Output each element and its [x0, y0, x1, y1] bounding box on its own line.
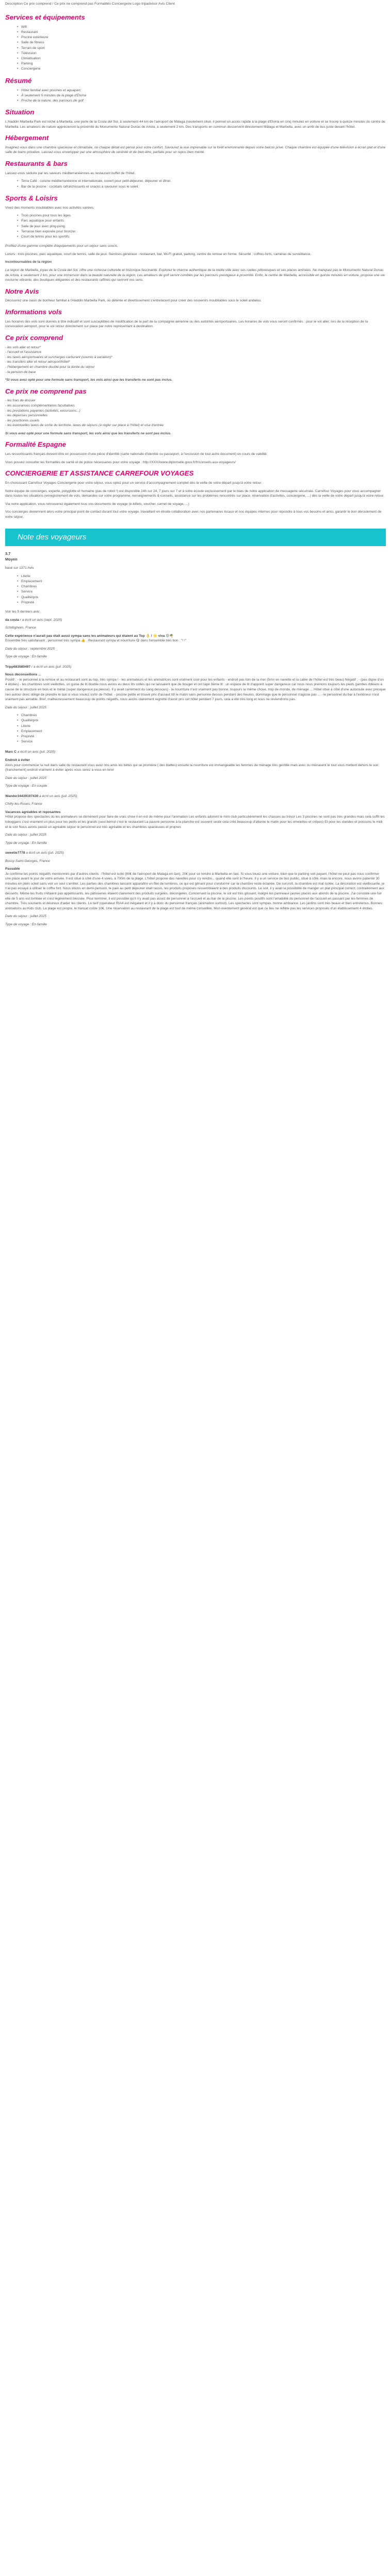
conciergerie-p3: Via notre application, vous retrouverez également tous vos documents de voyage (e-billets, voucher, carnet de voyage, ...)	[5, 502, 189, 506]
list-item: • Parking	[18, 61, 386, 66]
list-item: • Salle de jeux avec ping-pong.	[18, 224, 386, 229]
list-item: • Terrain de sport	[18, 46, 386, 51]
list-item: - les taxes aéroportuaires et surcharges carburant (soumis à variation)*	[5, 355, 112, 359]
review-author: da costa	[5, 618, 19, 622]
review-stay-date: Date du séjour : juillet 2025	[5, 705, 46, 709]
hebergement-title: Hébergement	[5, 134, 49, 142]
review-trip-type: Type de voyage : En famille	[5, 922, 47, 926]
sports-intro: Vivez des moments inoubliables avec nos activités variées.	[5, 206, 94, 210]
list-item: • Wifi	[18, 25, 386, 30]
review-title: Cette expérience n'aurait pas était aussi sympa sans les animateurs qui étaient au Top 👌 ! 🌟 viva 😍🌴	[5, 634, 174, 638]
review-item	[5, 851, 386, 927]
services-list	[5, 25, 386, 72]
sports-list	[5, 213, 386, 240]
restaurants-title: Restaurants & bars	[5, 160, 68, 168]
review-author: Marc C	[5, 750, 17, 754]
review-item	[5, 794, 386, 845]
sports-p2: Loisirs : trois piscines, parc aquatique, court de tennis, salle de jeux. Services généraux : restaurant, bar, Wi-Fi gratuit, parking, centre de remise en forme. Sécurité : coffres-forts, caméras de surveillance.	[5, 252, 312, 256]
conciergerie-title: CONCIERGERIE ET ASSISTANCE CARREFOUR VOYAGES	[5, 469, 194, 478]
list-item: • Piscine extérieure	[18, 35, 386, 40]
review-date: a écrit un avis (juil. 2025)	[17, 750, 56, 754]
review-title: Endroit à éviter	[5, 758, 30, 762]
review-author: Wander34439197430	[5, 794, 39, 798]
services-title: Services et équipements	[5, 13, 85, 21]
review-title: Vacances agréables et reposantes	[5, 810, 61, 814]
avis-text: Découvrez une oasis de bonheur familial à l'Aladdin Marbella Park, où détente et divertissement s'entrelacent pour créer des souvenirs inoubliables sous le soleil andalou.	[5, 299, 262, 303]
review-author: sweetie7778	[5, 851, 25, 855]
list-item: - l'hébergement en chambre double pour la durée du séjour	[5, 365, 95, 369]
list-item: • Qualité/prix	[18, 595, 386, 600]
conciergerie-p2: Notre équipe de concierges, experte, polyglotte et humaine (pas de robot !) est disponible 24h sur 24, 7 jours sur 7 et à votre écoute exclusivement par le biais de notre application de messagerie sécurisée. Carrefour Voyages pour vous accompagner dans toutes les situations (enregistrement de vols, demandes sur votre programme, renseignements & conseils, assistance sur les problèmes rencontrés sur place, réservation d'activités, conciergerie, ...) dès la veille de votre départ jusqu'à votre retour.	[5, 489, 384, 498]
list-item: • Climatisation	[18, 56, 386, 61]
list-item: • Salle de fitness	[18, 40, 386, 45]
list-item: - les assurances complémentaires facultatives	[5, 404, 75, 408]
list-item: • Service	[18, 739, 386, 744]
review-trip-type: Type de voyage : En couple	[5, 784, 47, 788]
list-item: • Terrasse bien exposée pour bronzer.	[18, 229, 386, 234]
list-item: • Service	[18, 589, 386, 595]
review-date: a écrit un avis (juil. 2025)	[26, 851, 64, 855]
review-body: Alors pour commencer la nuit dans salle du restaurant vous avez nos amis les bêtes qui se promène ( des blattes) ensuite la nourriture est immangeable les femmes de ménage très gentille mais avec ou ménasent le tout vous mettent dehors le soir (franchement) endroit vraiment à éviter après vous serez à vous en tenir	[5, 763, 379, 772]
infos-vols-text: Les horaires des vols sont donnés à titre indicatif et sont susceptibles de modification de la part de la compagnie aérienne ou des autorités aéroportuaires. Les horaires de vols vous seront confirmés : pour le vol aller, lors de la réception de la convocation aéroport, pour le vol retour directement sur place par notre représentant à destination.	[5, 319, 368, 329]
infos-vols-title: Informations vols	[5, 308, 62, 316]
list-item: • Literie	[18, 574, 386, 579]
list-item: - les éventuelles taxes de sortie du territoire, taxes de séjours (à régler sur place à l'hôtel) et visa d'entrée	[5, 423, 164, 428]
review-item	[5, 750, 386, 788]
review-criteria	[5, 713, 386, 744]
prix-comprend-title: Ce prix comprend	[5, 333, 63, 342]
list-item: - les frais de dossier	[5, 399, 36, 403]
review-body: Ensemble très satisfaisant , personnel très sympa 👍 . Restaurant sympa et nourriture 😋 dans l'ensemble très bon . "! !"	[5, 639, 187, 643]
region-highlights-title: Incontournables de la région	[5, 260, 52, 264]
restaurants-list	[5, 179, 386, 189]
avis-title: Notre Avis	[5, 287, 39, 295]
review-stay-date: Date du séjour : juillet 2025	[5, 776, 46, 780]
list-item: • Literie	[18, 724, 386, 729]
list-item: • Court de tennis pour les sportifs.	[18, 234, 386, 240]
prix-exclut-list	[5, 398, 386, 428]
list-item: - la pension de base	[5, 370, 36, 374]
list-item: • Conciergerie	[18, 66, 386, 72]
review-stay-date: Date du séjour : septembre 2025	[5, 647, 55, 651]
review-score: 3.7	[5, 551, 11, 556]
hebergement-text: Imaginez-vous dans une chambre spacieuse et climatisée, où chaque détail est pensé pour votre confort. Savourez la vue imprenable sur la forêt environnante depuis votre balcon privé. Chaque chambre est équipée d'une télévision à écran plat et d'une salle de bains privative. Laissez-vous envelopper par une atmosphère de sérénité et de bien-être, parfaite pour un repos bien mérité.	[5, 145, 386, 155]
review-item	[5, 665, 386, 745]
list-item: • Terra Café : cuisine méditerranéenne et internationale, ouvert pour petit-déjeuner, déjeuner et dîner.	[18, 179, 386, 184]
resume-title: Résumé	[5, 76, 32, 84]
conciergerie-p1: En choisissant Carrefour Voyages Conciergerie pour votre séjour, vous optez pour un service d'accompagnement complet dès la veille de votre départ jusqu'à votre retour.	[5, 481, 263, 485]
review-body: Je confirme les points négatifs mentionnés par d'autres clients : l'hôtel est isolé (80€ de l'aéroport de Malaga en taxi), 20€ pour se rendre à Marbella en taxi. Si vous louez une voiture, bien que le parking soit payant, l'hôtel ne peut pas vous confirmer une place avant le jour de votre arrivée. Il est situé à côté d'une 4 voies, à 700m de la plage. L'hôtel propose des navettes pour s'y rendre... quand elle sont à l'heure. Il y a un service de bus public, situé à côté, mais la encore, nous avons patienté 30 minutes en plein soleil sans voir un seul s'arrêter. Les parties des chambres laissent apparaître un filet de lumières, ce qui est gênant pour s'endormir car la chambre reste éclairée. De surcroît, la chambre est mal isolée. La décoration est vieillissante, je n'ai pas essayé à utiliser le coffre fort. Nous étions en demi-pension, le pain au petit déjeuner était rassis, les produits proposés ressemblaient à des produits discounts. Le soir, il y avait la possibilité de manger un plat principal correct, contrairement aux desserts. Même les fruits n'étaient pas appétissants, les pâtisseries étaient clairement des produits surgelés, décongelés. Concernant la piscine, le sol est très glissant, malgré les panneaux jaunes placés aux abords de la piscine. J'ai constaté une fuir elle de 5 ans est tombée et s'est légèrement blessée. Pour terminer, il est possible qu'il n'y avait pas assez de personnel à l'accueil et au bar de la piscine. Les points positifs sont l'amabilité du personnel de l'accueil en passant par les femmes de chambre. Très souriants et désireux d'aider les clients. Le tarif (operateur RIA4 est inégalant et il y a donc du personnel français (animation surtout). Les spectacles sont sympas, bonne ambiance. Les jardins sont très beaux et bien entretenus. Bonnes animations au Kids club. La plage est propre, le transat coûte 10€. Une réservation au restaurant de la plage est tout de même conseillée. Mon eventement général est que ce lieu ne reflète pas les services proposés d'un établissement 4 étoiles.	[5, 872, 385, 910]
list-item: - les prestations payantes (activités, excursions...)	[5, 409, 80, 413]
review-location: Schiltigheim, France	[5, 626, 36, 630]
sports-title: Sports & Loisirs	[5, 194, 58, 202]
review-author: Tripp683580497	[5, 665, 31, 669]
list-item: • Qualité/prix	[18, 718, 386, 723]
see-all-reviews-link[interactable]: Voir les 5 derniers avis	[5, 609, 40, 614]
prix-comprend-list	[5, 345, 386, 375]
review-trip-type: Type de voyage : En famille	[5, 655, 47, 659]
page	[5, 0, 386, 927]
review-score-label: Moyen	[5, 557, 18, 562]
review-criteria	[5, 574, 386, 605]
situation-text: L'Aladdin Marbella Park est niché à Marbella, une perle de la Costa del Sol, à seulement 44 km de l'aéroport de Málaga (seulement situé, il permet un accès rapide à la plage d'Elviria en cinq minutes en voiture et se trouve à quinze minutes du centre de Marbella. Les amateurs de nature apprécieront la proximité du Monumento Natural Dunas de Artola, à seulement 2 km. Des transports en commun desservent directement Málaga et Marbella, avec un arrêt de bus juste devant l'hôtel.	[5, 120, 385, 129]
list-item: • Propreté	[18, 600, 386, 605]
list-item: • Parc aquatique pour enfants.	[18, 218, 386, 224]
formalites-p1: Les ressortissants français doivent être en possession d'une pièce d'identité (carte nationale d'identité ou passeport, à l'exclusion de tout autre document) en cours de validité.	[5, 452, 268, 456]
list-item: • Trois piscines pour tous les âges.	[18, 213, 386, 218]
review-stay-date: Date du séjour : juillet 2025	[5, 833, 46, 837]
resume-list	[5, 88, 386, 104]
list-item: - l'accueil et l'assistance	[5, 350, 42, 354]
list-item: • Emplacement	[18, 729, 386, 734]
review-body: Positif : - le personnel à la remise et au restaurant sont au top, très sympa ! - les animateurs et les animatrices sont vraiment cool pour les enfants - endroit pas loin de la mer (5mn en navette et la calèe de l'hôtel est très beau) Négatif : - (pas digne d'un 4 étoiles) - les chambres sont vieillottes, un guise de lit double nous avons eu deux lits collés qui ne laissaient que de bouger et ont tapé 3ème lit : un espace de lit d'appoint super dangereux car nous nous prenions toujours les pieds (jambes ddéans à cause de la structure en bois et le métal (super dangereux pa pieuse). Il y avait carrément du sang dessous) - la nourriture n'est vraiment pas bonne, toujours la même chose, trop de monde, de ménage ... Hôtel situé à côté d'une autoroute avec presque rien autour donc obligé de prendre le taxi si vous voulez sortir de l'hôtel. - piscine petite et trouvé prix d'assaut tôt le matin sans personne dessus pendant des heures, dommage que le personnel n'agisse pas ... - le personnel du bar à l'extérieur n'est vraiment pas aimable. Bref, malheureusement beaucoup de points négatifs, nous avons clairement regretté d'avoir pris cet hôtel pendant 7 jours, cela a été très long et nous ne reviendrons pas.	[5, 677, 386, 702]
list-item: • À seulement 5 minutes de la plage d'Elviria	[18, 93, 386, 98]
list-item: - les pourboires usuels	[5, 418, 40, 422]
list-item: • Restaurant	[18, 30, 386, 35]
review-body: Hôtel propose des spectacles où les animateurs se démènent pour faire de vrais show il en est de même pour l'animation Les enfants adorent le mini club particulièrement les chasses au trésor Les 3 piscines ne sont pas très grandes mais cela suffit les toboggans c'est vraiment un plus pour les petits et les grands (seul bémol c'est le restaurant La pauvre personne à la planche est souvent seule cela créé beaucoup d'attente le matin pour les omelettes et crêpes) Et pour les viandes et poissons le midi et le soir Nous avons passé un agréable séjour le personnel est très agréable et les chambres spacieuses et propres	[5, 815, 385, 829]
list-item: • Chambres	[18, 584, 386, 589]
prix-exclut-title: Ce prix ne comprend pas	[5, 387, 87, 395]
review-date: a écrit un avis (juil. 2025)	[39, 794, 77, 798]
list-item: • Emplacement	[18, 579, 386, 584]
formalites-link[interactable]: Vous pouvez consulter les formalités de santé et de police nécessaires pour votre voyage : http://XXXXwww.diplomatie.gouv.fr/fr/conseils-aux-voyageurs/	[5, 460, 236, 464]
sports-p1: Profitez d'une gamme complète d'équipements pour un séjour sans soucis.	[5, 244, 119, 248]
list-item: • Télévision	[18, 51, 386, 56]
prix-comprend-note: *Si vous avez opté pour une formule sans transport, les vols ainsi que les transferts ne sont pas inclus.	[5, 378, 173, 382]
review-count: basé sur 1371 Avis	[5, 566, 34, 570]
restaurants-intro: Laissez-vous séduire par les saveurs méditerranéennes au restaurant buffet de l'hôtel.	[5, 171, 136, 175]
review-trip-type: Type de voyage : En famille	[5, 841, 47, 845]
situation-title: Situation	[5, 108, 35, 116]
review-location: Chilly-les-Roses, France	[5, 802, 42, 806]
review-location: Bussy-Saint-Georges, France	[5, 859, 50, 863]
review-stay-date: Date du séjour : juillet 2025	[5, 914, 46, 919]
list-item: • Propreté	[18, 734, 386, 739]
list-item: • Proche de la nature, des parcours de golf	[18, 98, 386, 104]
list-item: - les transfers aller et retour aéroport/hôtel*	[5, 360, 70, 364]
section-nav[interactable]: Description Ce prix comprend / Ce prix ne comprend pas Formalités Conciergerie Logo tripadvisor Avis Client	[5, 2, 175, 6]
list-item: - les vols aller et retour*	[5, 345, 41, 349]
review-item	[5, 618, 386, 659]
review-title: Passable	[5, 867, 20, 871]
reviews-header: Note des voyageurs	[5, 529, 386, 546]
list-item: • Hôtel familial avec piscines et aquaparc	[18, 88, 386, 93]
prix-exclut-note: Si vous avez opté pour une formule sans transport, les vols ainsi que les transferts ne sont pas inclus.	[5, 431, 171, 435]
review-title: Nous déconseillons ...	[5, 673, 41, 677]
list-item: - les dépenses personnelles	[5, 414, 48, 418]
region-highlights-text: La région de Marbella, joyau de la Costa del Sol, offre une richesse culturelle et historique fascinante. Explorez le charme authentique de la vieille ville avec ses ruelles pittoresques et ses places animées. Ne manquez pas le Monumento Natural Dunas de Artola, à seulement 2 km, pour une immersion dans la beauté naturelle de la région. Les amateurs de golf seront comblés par les parcours prestigieux à proximité. Enfin, le centre de Marbella, accessible en quinze minutes en voiture, propose une vie nocturne vibrante, des boutiques élégantes et des restaurants raffinés qui raviront vos sens.	[5, 268, 385, 282]
formalites-title: Formalité Espagne	[5, 440, 66, 449]
list-item: • Bar de la piscine : cocktails rafraîchissants et snacks à savourer sous le soleil.	[18, 184, 386, 190]
list-item: • Chambres	[18, 713, 386, 718]
conciergerie-p4: Vos concierges deviennent alors votre principal point de contact durant tout votre voyage, travaillant en étroite collaboration avec nos partenaires locaux et nos équipes internes pour répondre à tous vos besoins et ainsi, garantir le bon déroulement de votre séjour.	[5, 510, 382, 519]
review-date: r a écrit un avis (sept. 2025)	[20, 618, 62, 622]
review-date: r a écrit un avis (juil. 2025)	[31, 665, 72, 669]
